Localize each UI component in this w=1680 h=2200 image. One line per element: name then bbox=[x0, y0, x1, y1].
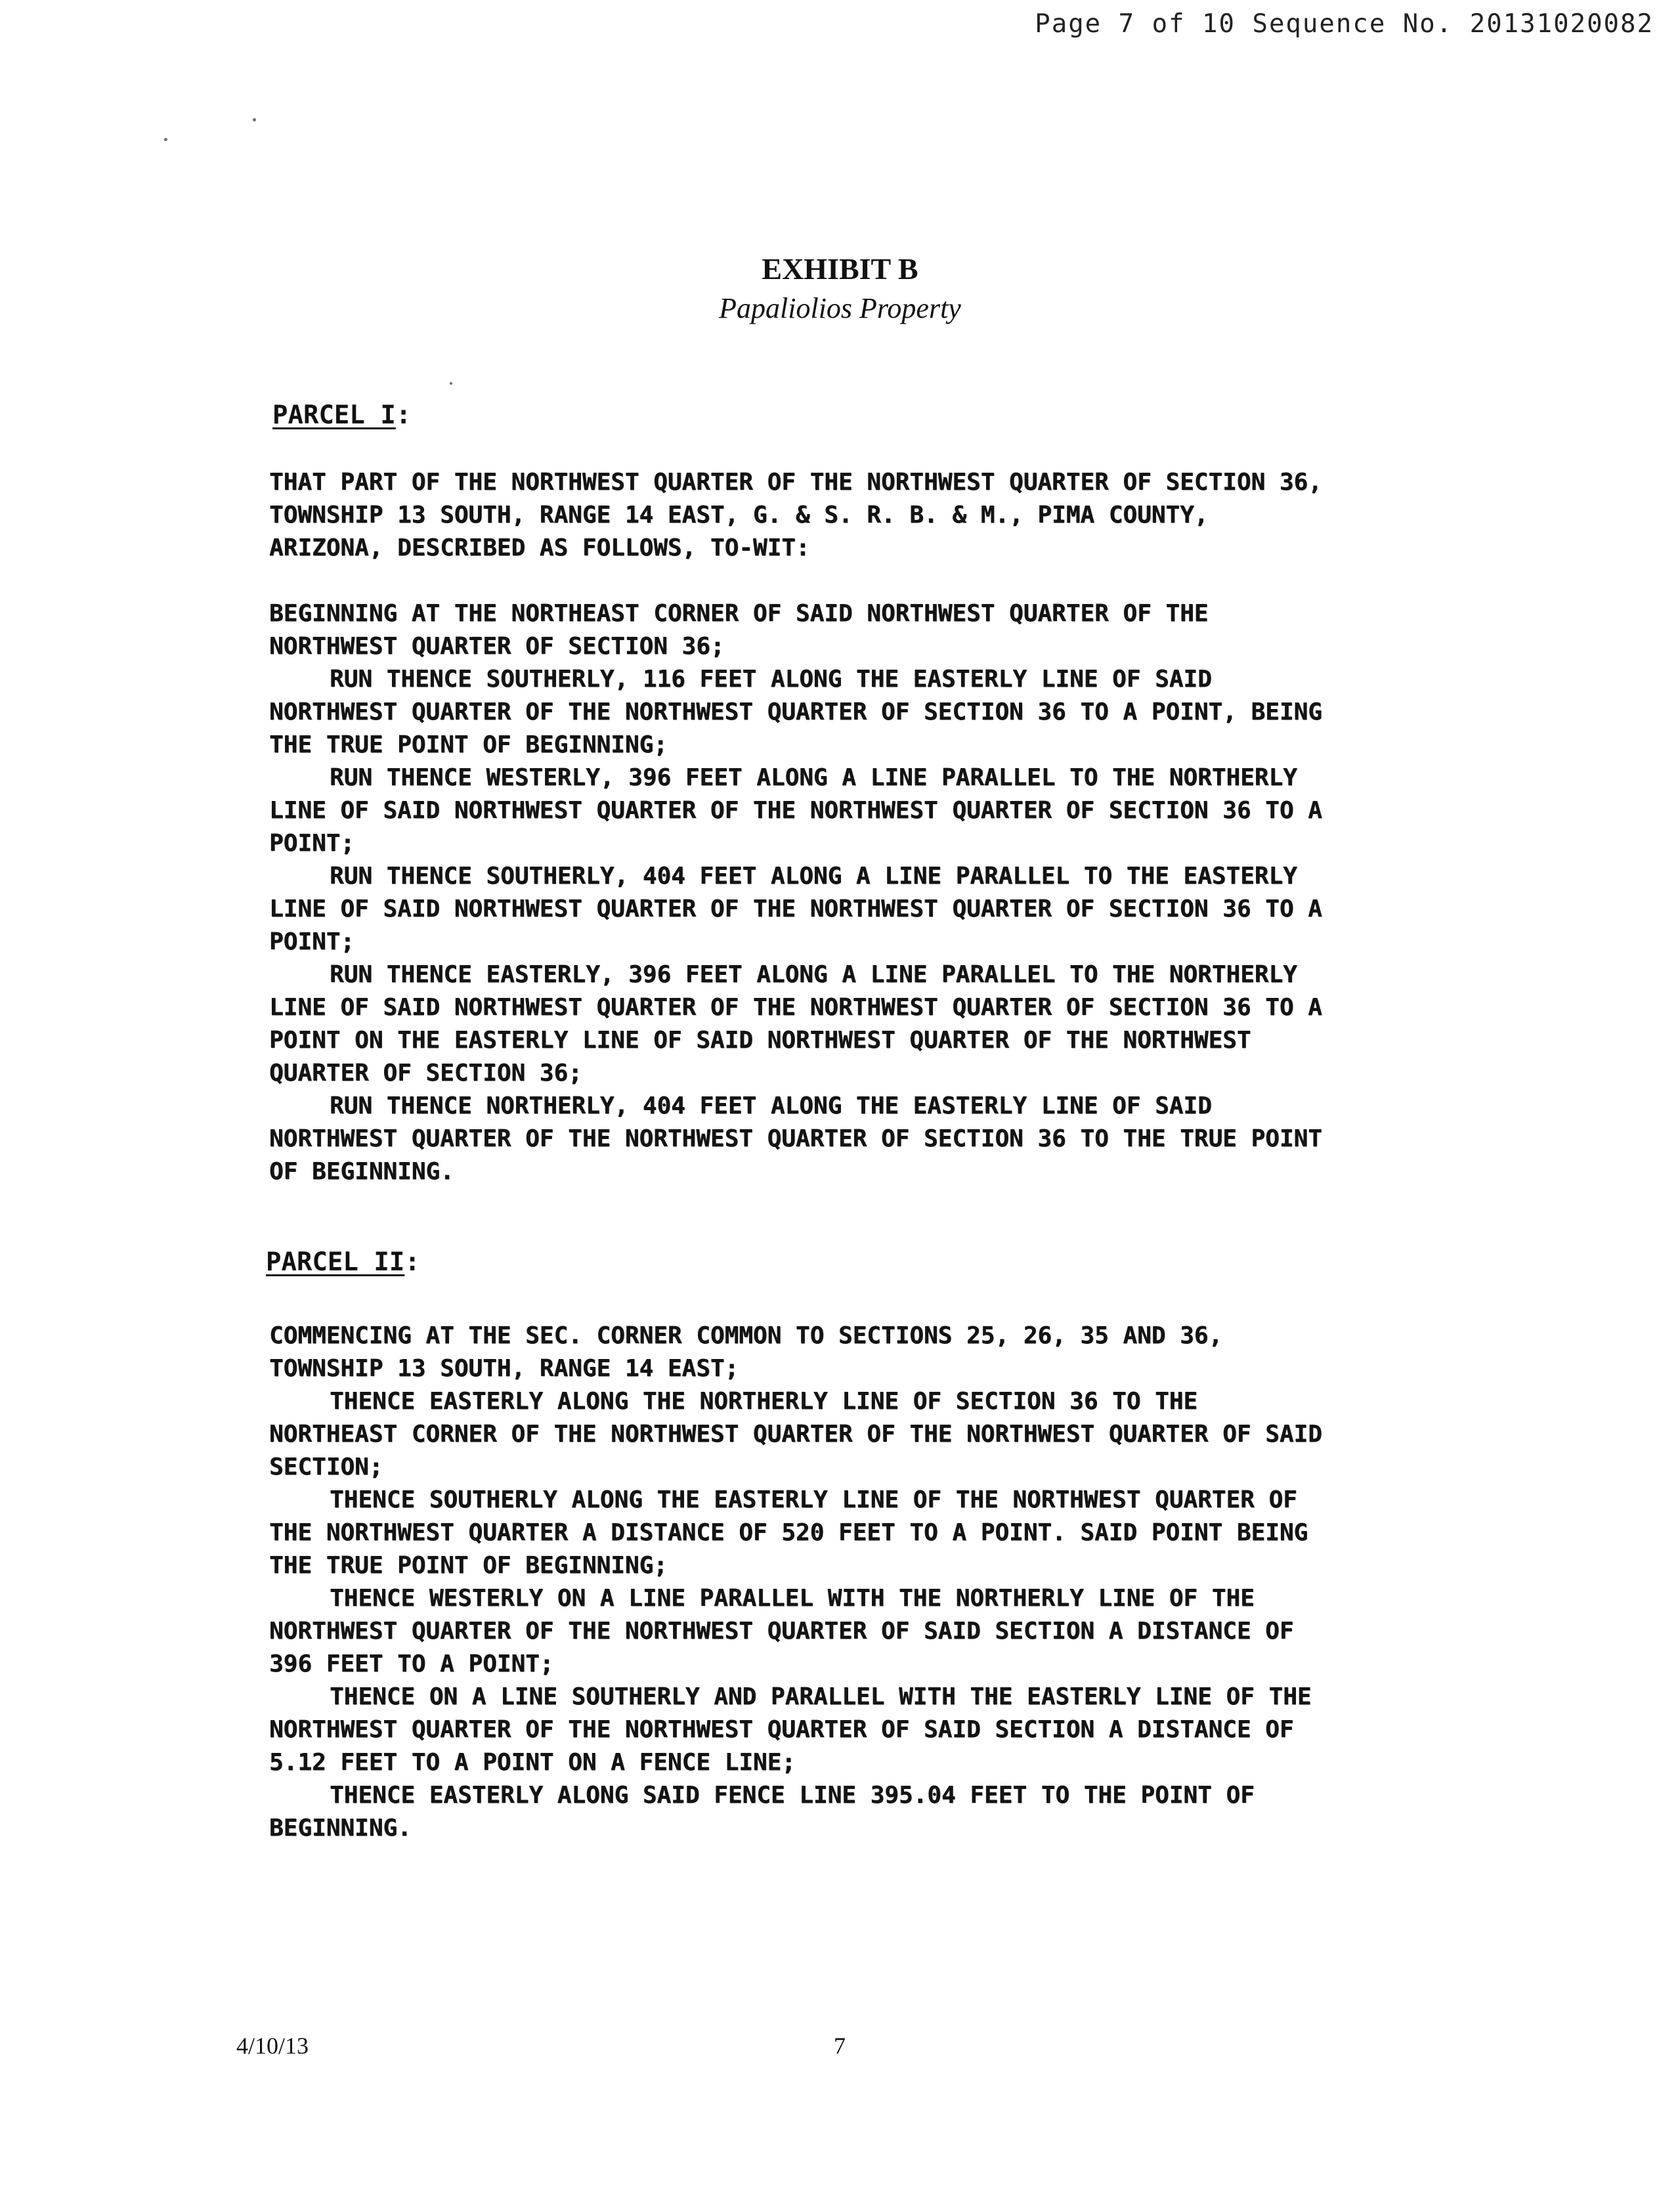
parcel-1-beginning: BEGINNING AT THE NORTHEAST CORNER OF SAID NORTHWEST QUARTER OF THE NORTHWEST QUARTER OF SECTION 36; bbox=[269, 600, 1209, 660]
parcel-1-call-1: RUN THENCE SOUTHERLY, 116 FEET ALONG THE EASTERLY LINE OF SAID NORTHWEST QUARTER OF THE NORTHWEST QUARTER OF SECTION 36 TO A POINT, BEING THE TRUE POINT OF BEGINNING; bbox=[269, 666, 1322, 758]
exhibit-title: EXHIBIT B bbox=[762, 252, 918, 286]
parcel-2-call-1: THENCE EASTERLY ALONG THE NORTHERLY LINE OF SECTION 36 TO THE NORTHEAST CORNER OF THE NORTHWEST QUARTER OF THE NORTHWEST QUARTER OF SAID SECTION; bbox=[269, 1388, 1322, 1480]
scan-speck bbox=[253, 118, 256, 121]
fax-header-stamp: Page 7 of 10 Sequence No. 20131020082 bbox=[1035, 9, 1654, 39]
scan-speck bbox=[450, 382, 452, 385]
parcel-1-call-3: RUN THENCE SOUTHERLY, 404 FEET ALONG A LINE PARALLEL TO THE EASTERLY LINE OF SAID NORTHWEST QUARTER OF THE NORTHWEST QUARTER OF SECTION 36 TO A POINT; bbox=[269, 863, 1322, 955]
parcel-2-heading-colon: : bbox=[404, 1247, 420, 1277]
exhibit-subtitle: Papaliolios Property bbox=[719, 292, 961, 324]
parcel-1-heading-label: PARCEL I bbox=[272, 400, 396, 430]
parcel-1-heading-colon: : bbox=[395, 400, 412, 430]
scan-speck bbox=[164, 138, 167, 141]
footer-page-number: 7 bbox=[834, 2033, 846, 2059]
parcel-2-heading bbox=[266, 1247, 420, 1277]
parcel-2-heading-label: PARCEL II bbox=[266, 1247, 405, 1277]
parcel-1-call-4: RUN THENCE EASTERLY, 396 FEET ALONG A LINE PARALLEL TO THE NORTHERLY LINE OF SAID NORTHWEST QUARTER OF THE NORTHWEST QUARTER OF SECTION 36 TO A POINT ON THE EASTERLY LINE OF SAID NORTHWEST QUARTER OF THE NORTHWEST QUARTER OF SECTION 36; bbox=[269, 961, 1322, 1087]
parcel-1-intro: THAT PART OF THE NORTHWEST QUARTER OF THE NORTHWEST QUARTER OF SECTION 36, TOWNSHIP 13 SOUTH, RANGE 14 EAST, G. & S. R. B. & M., PIMA COUNTY, ARIZONA, DESCRIBED AS FOLLOWS, TO-WIT: bbox=[269, 469, 1322, 561]
parcel-2-call-5: THENCE EASTERLY ALONG SAID FENCE LINE 395.04 FEET TO THE POINT OF BEGINNING. bbox=[269, 1782, 1255, 1842]
parcel-1-call-5: RUN THENCE NORTHERLY, 404 FEET ALONG THE EASTERLY LINE OF SAID NORTHWEST QUARTER OF THE NORTHWEST QUARTER OF SECTION 36 TO THE TRUE POINT OF BEGINNING. bbox=[269, 1092, 1322, 1185]
footer-date: 4/10/13 bbox=[236, 2033, 309, 2059]
parcel-2-commencing: COMMENCING AT THE SEC. CORNER COMMON TO SECTIONS 25, 26, 35 AND 36, TOWNSHIP 13 SOUTH, RANGE 14 EAST; bbox=[269, 1322, 1223, 1382]
parcel-2-call-3: THENCE WESTERLY ON A LINE PARALLEL WITH THE NORTHERLY LINE OF THE NORTHWEST QUARTER OF THE NORTHWEST QUARTER OF SAID SECTION A DISTANCE OF 396 FEET TO A POINT; bbox=[269, 1585, 1294, 1677]
parcel-2-call-2: THENCE SOUTHERLY ALONG THE EASTERLY LINE OF THE NORTHWEST QUARTER OF THE NORTHWEST QUARTER A DISTANCE OF 520 FEET TO A POINT. SAID POINT BEING THE TRUE POINT OF BEGINNING; bbox=[269, 1486, 1308, 1579]
exhibit-title-block bbox=[0, 249, 1680, 328]
parcel-1-call-2: RUN THENCE WESTERLY, 396 FEET ALONG A LINE PARALLEL TO THE NORTHERLY LINE OF SAID NORTHWEST QUARTER OF THE NORTHWEST QUARTER OF SECTION 36 TO A POINT; bbox=[269, 764, 1322, 857]
parcel-1-heading bbox=[272, 400, 411, 430]
parcel-2-call-4: THENCE ON A LINE SOUTHERLY AND PARALLEL WITH THE EASTERLY LINE OF THE NORTHWEST QUARTER OF THE NORTHWEST QUARTER OF SAID SECTION A DISTANCE OF 5.12 FEET TO A POINT ON A FENCE LINE; bbox=[269, 1683, 1312, 1776]
